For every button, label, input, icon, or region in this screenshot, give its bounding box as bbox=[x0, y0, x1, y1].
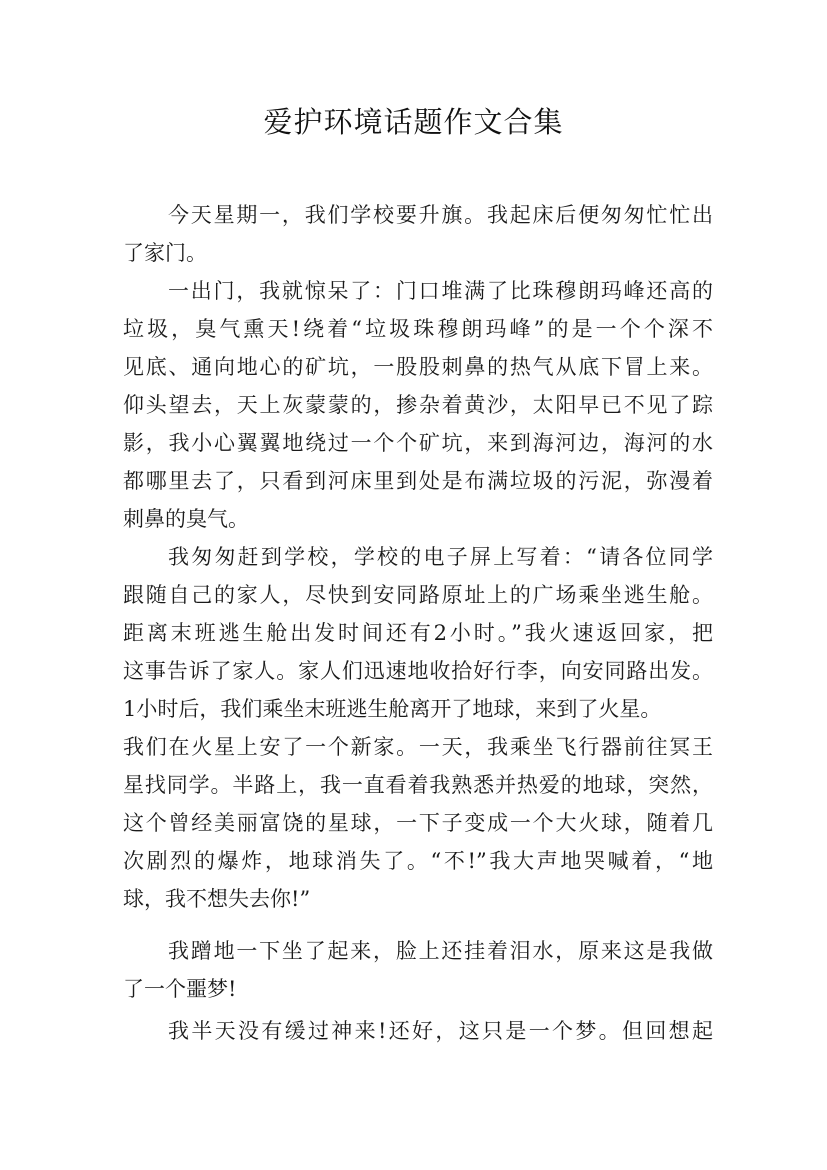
text-line: 球，我不想失去你!” bbox=[123, 887, 311, 911]
text-line: 了家门。 bbox=[123, 241, 207, 265]
text-line: 我半天没有缓过神来!还好，这只是一个梦。但回想起 bbox=[168, 1019, 713, 1043]
text-line: 1小时后，我们乘坐末班逃生舱离开了地球，来到了火星。 bbox=[123, 697, 662, 721]
text-line: 这个曾经美丽富饶的星球，一下子变成一个大火球，随着几 bbox=[123, 811, 713, 835]
text-line: 都哪里去了，只看到河床里到处是布满垃圾的污泥，弥漫着 bbox=[123, 469, 713, 493]
document-title: 爱护环境话题作文合集 bbox=[263, 105, 564, 139]
text-line: 今天星期一，我们学校要升旗。我起床后便匆匆忙忙出 bbox=[168, 203, 713, 227]
text-line: 仰头望去，天上灰蒙蒙的，掺杂着黄沙，太阳早已不见了踪 bbox=[123, 393, 713, 417]
text-line: 跟随自己的家人，尽快到安同路原址上的广场乘坐逃生舱。 bbox=[123, 583, 713, 607]
text-line: 星找同学。半路上，我一直看着我熟悉并热爱的地球，突然， bbox=[123, 773, 713, 797]
text-line: 次剧烈的爆炸，地球消失了。“不!”我大声地哭喊着，“地 bbox=[123, 849, 713, 873]
text-line: 一出门，我就惊呆了：门口堆满了比珠穆朗玛峰还高的 bbox=[168, 279, 713, 303]
text-line: 我匆匆赶到学校，学校的电子屏上写着：“请各位同学 bbox=[168, 545, 713, 569]
text-line: 垃圾，臭气熏天!绕着“垃圾珠穆朗玛峰”的是一个个深不 bbox=[123, 317, 713, 341]
text-line: 刺鼻的臭气。 bbox=[123, 507, 249, 531]
text-line: 了一个噩梦! bbox=[123, 977, 237, 1001]
text-line: 影，我小心翼翼地绕过一个个矿坑，来到海河边，海河的水 bbox=[123, 431, 713, 455]
text-line: 见底、通向地心的矿坑，一股股刺鼻的热气从底下冒上来。 bbox=[123, 355, 713, 379]
text-line: 我蹭地一下坐了起来，脸上还挂着泪水，原来这是我做 bbox=[168, 939, 713, 963]
text-line: 我们在火星上安了一个新家。一天，我乘坐飞行器前往冥王 bbox=[123, 735, 713, 759]
text-line: 距离末班逃生舱出发时间还有2小时。”我火速返回家，把 bbox=[123, 621, 713, 645]
text-line: 这事告诉了家人。家人们迅速地收拾好行李，向安同路出发。 bbox=[123, 659, 713, 683]
